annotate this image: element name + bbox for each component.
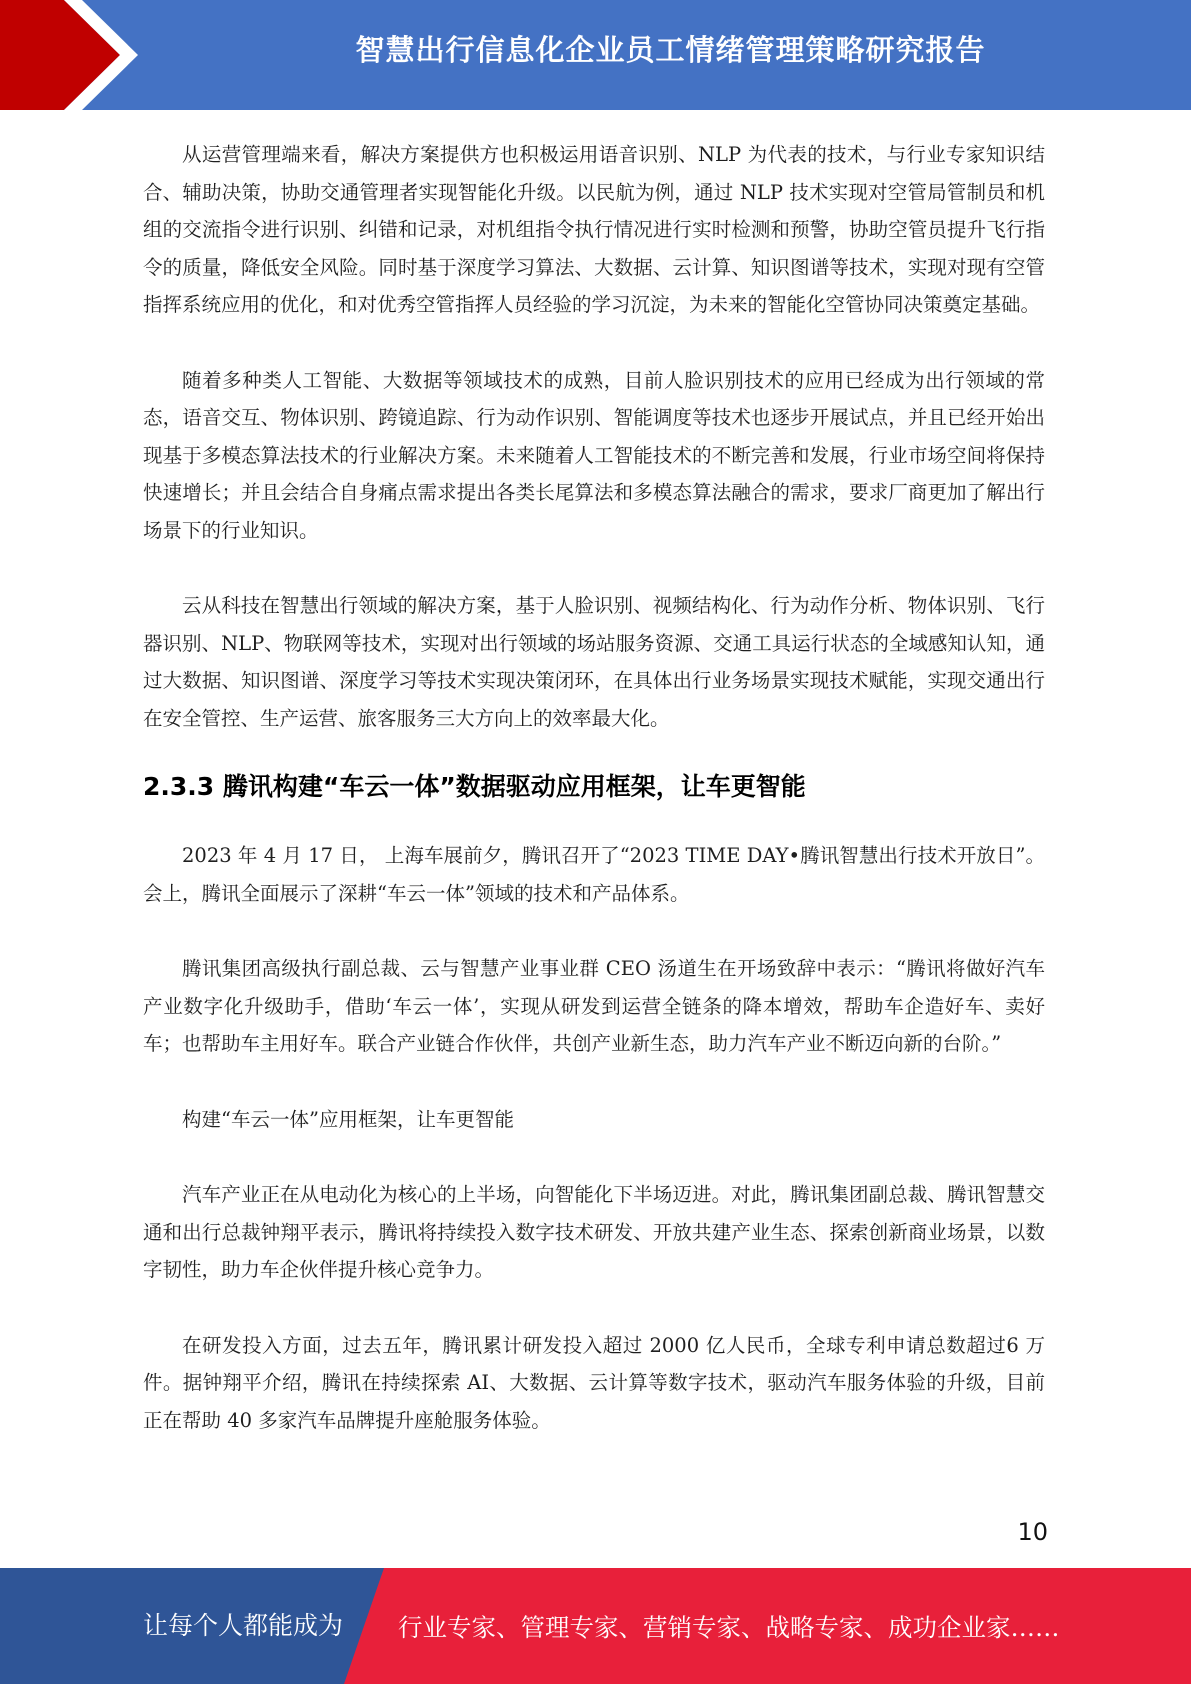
paragraph-tencent-event: 2023 年 4 月 17 日， 上海车展前夕，腾讯召开了“2023 TIME DAY•腾讯智慧出行技术开放日”。会上，腾讯全面展示了深耕“车云一体”领域的技术和产品体系。 bbox=[143, 844, 1045, 905]
page-number: 10 bbox=[1017, 1518, 1048, 1546]
footer-slogan-right: 行业专家、管理专家、营销专家、战略专家、成功企业家…… bbox=[398, 1613, 1060, 1642]
report-title: 智慧出行信息化企业员工情绪管理策略研究报告 bbox=[355, 33, 986, 67]
paragraph-industry-transition: 汽车产业正在从电动化为核心的上半场，向智能化下半场迈进。对此，腾讯集团副总裁、腾讯智慧交通和出行总裁钟翔平表示，腾讯将持续投入数字技术研发、开放共建产业生态、探索创新商业场景，以数字韧性，助力车企伙伴提升核心竞争力。 bbox=[143, 1183, 1045, 1281]
page-footer bbox=[0, 1568, 1191, 1684]
paragraph-operations-management: 从运营管理端来看，解决方案提供方也积极运用语音识别、NLP 为代表的技术，与行业专家知识结合、辅助决策，协助交通管理者实现智能化升级。以民航为例，通过 NLP 技术实现对空管局管制员和机组的交流指令进行识别、纠错和记录，对机组指令执行情况进行实时检测和预警，协助空管员提升飞行指令的质量，降低安全风险。同时基于深度学习算法、大数据、云计算、知识图谱等技术，实现对现有空管指挥系统应用的优化，和对优秀空管指挥人员经验的学习沉淀，为未来的智能化空管协同决策奠定基础。 bbox=[143, 143, 1045, 316]
paragraph-ai-maturity: 随着多种类人工智能、大数据等领域技术的成熟，目前人脸识别技术的应用已经成为出行领域的常态，语音交互、物体识别、跨镜追踪、行为动作识别、智能调度等技术也逐步开展试点，并且已经开始出现基于多模态算法技术的行业解决方案。未来随着人工智能技术的不断完善和发展，行业市场空间将保持快速增长；并且会结合自身痛点需求提出各类长尾算法和多模态算法融合的需求，要求厂商更加了解出行场景下的行业知识。 bbox=[143, 368, 1045, 542]
footer-slogan-left: 让每个人都能成为 bbox=[143, 1611, 344, 1640]
header-arrow-decoration bbox=[0, 0, 160, 110]
section-heading: 2.3.3 腾讯构建“车云一体”数据驱动应用框架，让车更智能 bbox=[143, 772, 806, 801]
paragraph-tang-daosheng-quote: 腾讯集团高级执行副总裁、云与智慧产业事业群 CEO 汤道生在开场致辞中表示：“腾讯将做好汽车产业数字化升级助手，借助‘车云一体’，实现从研发到运营全链条的降本增效，帮助车企造好车、卖好车；也帮助车主用好车。联合产业链合作伙伴，共创产业新生态，助力汽车产业不断迈向新的台阶。” bbox=[143, 957, 1045, 1055]
paragraph-rd-investment: 在研发投入方面，过去五年，腾讯累计研发投入超过 2000 亿人民币，全球专利申请总数超过6 万件。据钟翔平介绍，腾讯在持续探索 AI、大数据、云计算等数字技术，驱动汽车服务体验的升级，目前正在帮助 40 多家汽车品牌提升座舱服务体验。 bbox=[143, 1333, 1045, 1432]
page-header bbox=[0, 0, 1191, 110]
document-body bbox=[143, 136, 1045, 1439]
paragraph-framework-subtitle: 构建“车云一体”应用框架，让车更智能 bbox=[182, 1107, 514, 1131]
paragraph-cloudwalk-solution: 云从科技在智慧出行领域的解决方案，基于人脸识别、视频结构化、行为动作分析、物体识别、飞行器识别、NLP、物联网等技术，实现对出行领域的场站服务资源、交通工具运行状态的全域感知认知，通过大数据、知识图谱、深度学习等技术实现决策闭环，在具体出行业务场景实现技术赋能，实现交通出行在安全管控、生产运营、旅客服务三大方向上的效率最大化。 bbox=[143, 594, 1045, 730]
